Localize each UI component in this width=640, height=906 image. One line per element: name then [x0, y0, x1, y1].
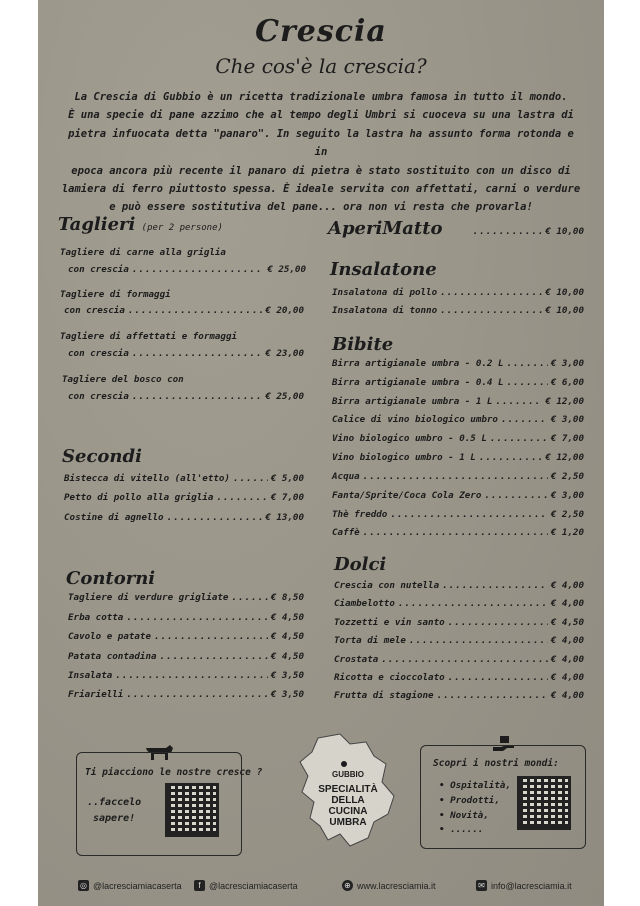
menu-item-name: con crescia — [68, 348, 129, 359]
menu-item — [332, 305, 584, 316]
map-label-line: UMBRA — [329, 817, 367, 828]
menu-item-price: € 20,00 — [265, 305, 304, 316]
section-secondi-title: Secondi — [62, 446, 142, 467]
intro-line: lamiera di ferro piuttosto spessa. È ideale servita con affettati, carni o verdure — [61, 183, 581, 196]
menu-item-price: € 4,50 — [270, 631, 304, 642]
menu-item-name: con crescia — [68, 391, 129, 402]
menu-item-price: € 4,50 — [270, 612, 304, 623]
menu-item — [68, 348, 304, 359]
footer-instagram[interactable] — [78, 880, 182, 891]
instagram-icon: ◎ — [78, 880, 89, 891]
menu-item-price: € 8,50 — [270, 592, 304, 603]
footer-website-label: www.lacresciamia.it — [357, 880, 436, 891]
intro-line: È una specie di pane azzimo che al tempo degli Umbri si cuoceva su una lastra di — [68, 109, 574, 122]
page-subtitle: Che cos'è la crescia? — [215, 54, 427, 78]
menu-item-price: € 1,20 — [550, 527, 584, 538]
menu-item-aperimatto — [328, 218, 584, 239]
menu-item-name: Bistecca di vitello (all'etto) — [64, 473, 230, 484]
menu-item — [68, 689, 304, 700]
menu-item-price: € 7,00 — [550, 433, 584, 444]
promo-feedback-line: sapere! — [93, 813, 136, 824]
menu-item-name: Ricotta e cioccolato — [334, 672, 445, 683]
menu-item — [334, 672, 584, 683]
menu-item-price: € 12,00 — [545, 396, 584, 407]
menu-item-name: Insalatona di tonno — [332, 305, 438, 316]
intro-line: La Crescia di Gubbio è un ricetta tradizionale umbra famosa in tutto il mondo. — [74, 91, 568, 103]
menu-item-name: Insalata — [68, 670, 113, 681]
footer-email[interactable] — [476, 880, 572, 891]
footer-website[interactable] — [342, 880, 436, 891]
menu-item-price: € 25,00 — [265, 391, 304, 402]
menu-item-name: Thè freddo — [332, 509, 388, 520]
promo-worlds-item-label: ...... — [450, 824, 484, 835]
menu-item — [64, 473, 304, 484]
menu-item-name: Crostata — [334, 654, 379, 665]
menu-item-name: Patata contadina — [68, 651, 157, 662]
menu-item — [64, 512, 304, 523]
qr-code-worlds[interactable] — [517, 776, 571, 830]
menu-item-price: € 4,00 — [550, 672, 584, 683]
menu-item-price: € 5,00 — [270, 473, 304, 484]
map-label-line: DELLA — [331, 795, 365, 806]
menu-item — [68, 391, 304, 402]
menu-item — [334, 598, 584, 609]
menu-item — [332, 452, 584, 463]
menu-page — [38, 0, 604, 906]
menu-item-price: € 4,00 — [550, 635, 584, 646]
menu-item — [332, 490, 584, 501]
menu-item-name: Acqua — [332, 471, 360, 482]
menu-item-name: Torta di mele — [334, 635, 406, 646]
menu-item-price: € 3,50 — [270, 689, 304, 700]
menu-item-price: € 4,50 — [270, 651, 304, 662]
menu-item — [332, 527, 584, 538]
menu-item — [332, 414, 584, 425]
section-dolci-title: Dolci — [334, 554, 387, 575]
mail-icon: ✉ — [476, 880, 487, 891]
menu-item-name: Caffè — [332, 527, 360, 538]
promo-worlds-title: Scopri i nostri mondi: — [433, 758, 559, 769]
menu-item-price: € 4,00 — [550, 654, 584, 665]
globe-icon: ⊕ — [342, 880, 353, 891]
promo-worlds-item: • Ospitalità, — [439, 780, 511, 791]
footer-instagram-label: @lacresciamiacaserta — [93, 880, 182, 891]
intro-line: e può essere sostitutiva del pane... ora non vi resta che provarla! — [109, 201, 533, 214]
menu-item-price: € 4,00 — [550, 580, 584, 591]
menu-item-price: € 10,00 — [545, 226, 584, 237]
menu-item-name: Tagliere di verdure grigliate — [68, 592, 229, 603]
menu-item-price: € 7,00 — [270, 492, 304, 503]
menu-item-price: € 10,00 — [545, 305, 584, 316]
menu-item-name: Petto di pollo alla griglia — [64, 492, 214, 503]
promo-worlds-item: • Prodotti, — [439, 795, 500, 806]
menu-item-name: Tagliere di affettati e formaggi — [60, 331, 238, 342]
menu-item-price: € 3,00 — [550, 490, 584, 501]
promo-worlds-item-label: Prodotti, — [450, 795, 500, 806]
menu-item-price: € 3,50 — [270, 670, 304, 681]
menu-item-price: € 2,50 — [550, 509, 584, 520]
menu-item — [334, 617, 584, 628]
taglieri-title: Taglieri — [58, 214, 136, 235]
menu-item-name: Insalatona di pollo — [332, 287, 438, 298]
promo-worlds-item-label: Ospitalità, — [450, 780, 511, 791]
menu-item-name: Birra artigianale umbra - 0.2 L — [332, 358, 504, 369]
menu-item-name: Cavolo e patate — [68, 631, 151, 642]
menu-item-price: € 3,00 — [550, 414, 584, 425]
promo-worlds-item-label: Novità, — [450, 810, 489, 821]
menu-item — [68, 651, 304, 662]
menu-item — [332, 396, 584, 407]
menu-item-price: € 4,00 — [550, 690, 584, 701]
menu-item-name: Tagliere di formaggi — [60, 289, 171, 300]
menu-item-name: Vino biologico umbro - 0.5 L — [332, 433, 487, 444]
promo-feedback-box — [76, 752, 263, 856]
intro-text — [60, 88, 582, 217]
footer-email-label: info@lacresciamia.it — [491, 880, 572, 891]
menu-item — [68, 612, 304, 623]
menu-item-name: Birra artigianale umbra - 0.4 L — [332, 377, 504, 388]
menu-item-price: € 10,00 — [545, 287, 584, 298]
promo-worlds-item: • Novità, — [439, 810, 489, 821]
menu-item-name: con crescia — [68, 264, 129, 275]
promo-feedback-line: ..faccelo — [87, 797, 142, 808]
menu-item-name: Tozzetti e vin santo — [334, 617, 445, 628]
menu-item-name: Tagliere di carne alla griglia — [60, 247, 226, 258]
menu-item — [334, 654, 584, 665]
menu-item-name: Costine di agnello — [64, 512, 164, 523]
footer-facebook-label: @lacresciamiacaserta — [209, 880, 298, 891]
promo-feedback-title: Ti piacciono le nostre cresce ? — [85, 767, 263, 778]
promo-worlds-item: • ...... — [439, 824, 484, 835]
section-insalatone-title: Insalatone — [330, 259, 437, 280]
menu-item-price: € 6,00 — [550, 377, 584, 388]
facebook-icon: f — [194, 880, 205, 891]
section-bibite-title: Bibite — [332, 334, 394, 355]
menu-item — [332, 358, 584, 369]
menu-item — [332, 509, 584, 520]
menu-item — [332, 377, 584, 388]
menu-item-price: € 4,00 — [550, 598, 584, 609]
section-taglieri-title — [58, 214, 223, 235]
map-label-line: SPECIALITÀ — [318, 784, 378, 795]
menu-item-name: Frutta di stagione — [334, 690, 434, 701]
menu-item-price: € 12,00 — [545, 452, 584, 463]
menu-item-name: Vino biologico umbro - 1 L — [332, 452, 476, 463]
menu-item — [334, 635, 584, 646]
intro-line: pietra infuocata detta "panaro". In seguito la lastra ha assunto forma rotonda e in — [68, 127, 574, 159]
menu-item-name: Erba cotta — [68, 612, 124, 623]
menu-item — [332, 433, 584, 444]
page-title: Crescia — [255, 14, 387, 49]
menu-item — [64, 305, 304, 316]
menu-item — [68, 592, 304, 603]
menu-item — [68, 670, 304, 681]
menu-item-price: € 2,50 — [550, 471, 584, 482]
menu-item-name: con crescia — [64, 305, 125, 316]
menu-item — [68, 264, 306, 275]
section-contorni-title: Contorni — [66, 568, 156, 589]
menu-item — [332, 287, 584, 298]
intro-line: epoca ancora più recente il panaro di pietra è stato sostituito con un disco di — [71, 164, 571, 177]
menu-item-name: Fanta/Sprite/Coca Cola Zero — [332, 490, 482, 501]
footer-facebook[interactable] — [194, 880, 298, 891]
menu-item-name: Friarielli — [68, 689, 124, 700]
menu-item — [64, 492, 304, 503]
menu-item-name: Calice di vino biologico umbro — [332, 414, 498, 425]
map-label — [288, 770, 408, 828]
map-label-city: GUBBIO — [332, 770, 364, 779]
map-label-line: CUCINA — [328, 806, 368, 817]
menu-item-price: € 23,00 — [265, 348, 304, 359]
menu-item-price: € 25,00 — [267, 264, 306, 275]
menu-item-price: € 13,00 — [265, 512, 304, 523]
aperimatto-title: AperiMatto — [328, 218, 443, 239]
menu-item-name: Ciambelotto — [334, 598, 395, 609]
menu-item — [334, 690, 584, 701]
menu-item — [334, 580, 584, 591]
menu-item — [332, 471, 584, 482]
promo-worlds-box — [420, 745, 586, 849]
menu-item-name: Tagliere del bosco con — [62, 374, 184, 385]
menu-item-price: € 4,50 — [550, 617, 584, 628]
menu-item — [68, 631, 304, 642]
qr-code-feedback[interactable] — [165, 783, 219, 837]
menu-item-price: € 3,00 — [550, 358, 584, 369]
taglieri-note: (per 2 persone) — [141, 223, 223, 233]
menu-item-name: Crescia con nutella — [334, 580, 440, 591]
menu-item-name: Birra artigianale umbra - 1 L — [332, 396, 493, 407]
